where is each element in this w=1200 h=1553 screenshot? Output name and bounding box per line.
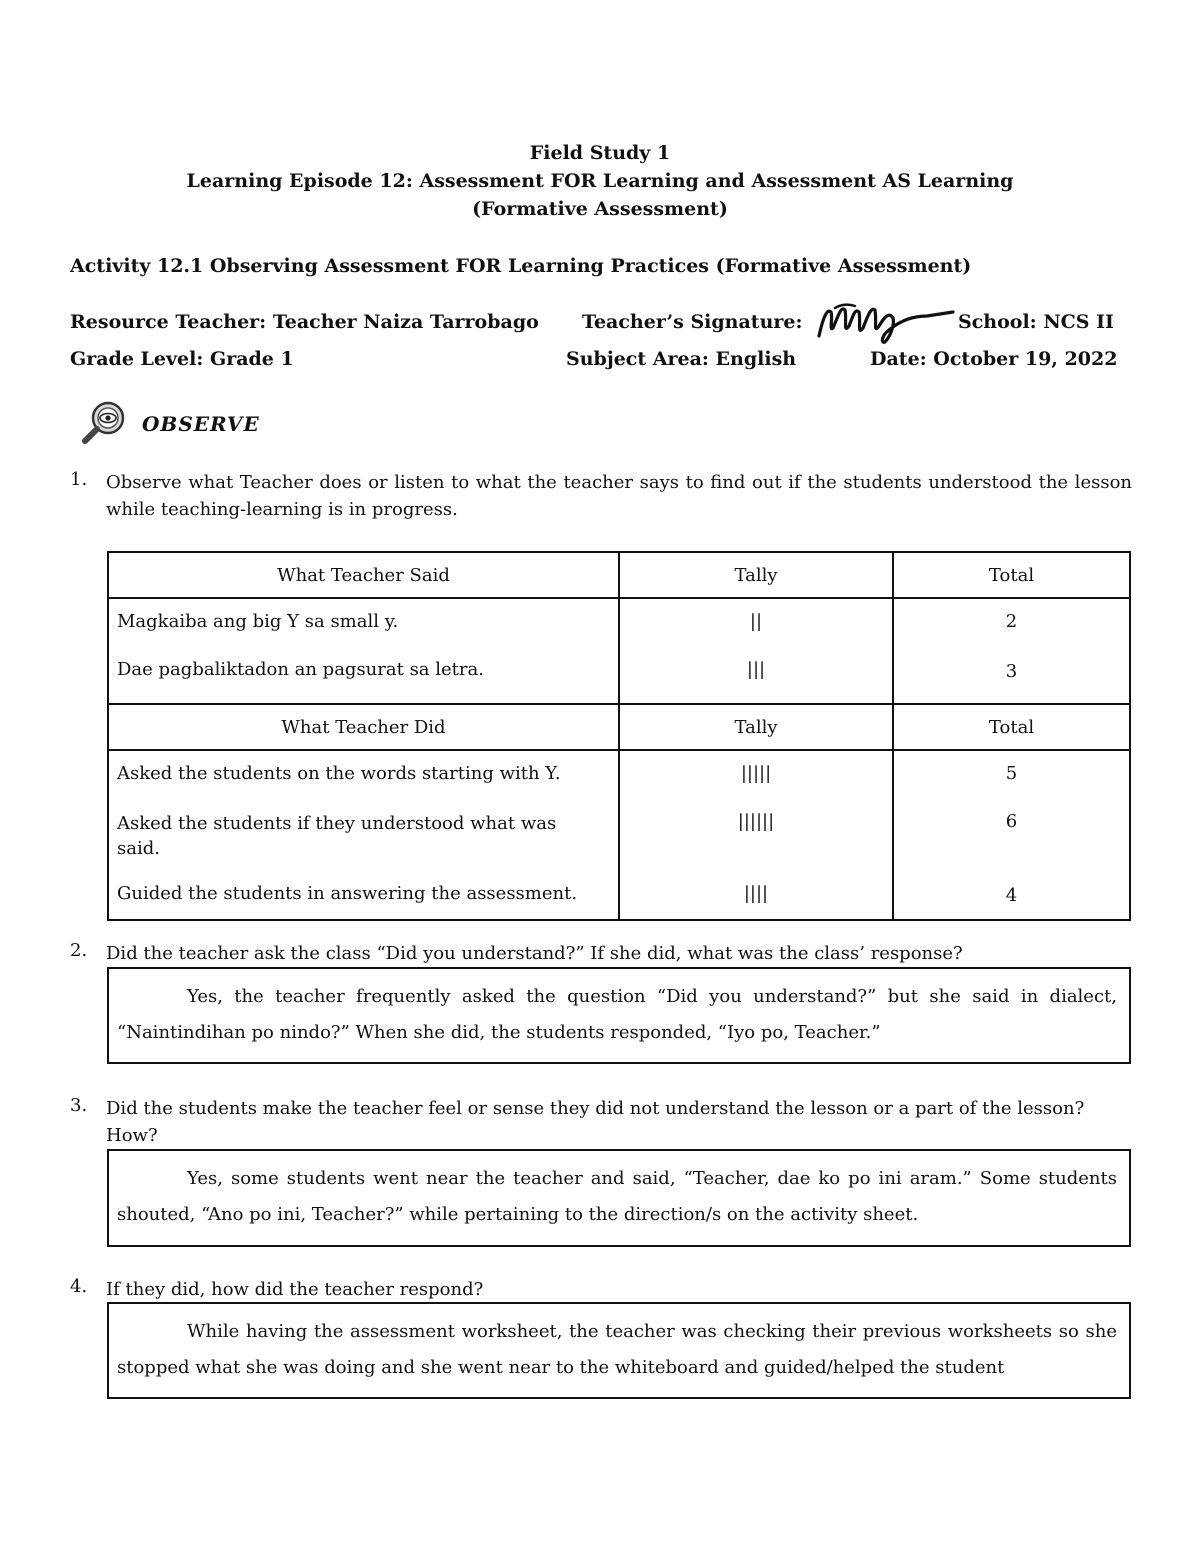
header-cell: What Teacher Did (108, 704, 619, 750)
table-cell: Asked the students if they understood what was said. (117, 813, 557, 859)
answer-3-text: Yes, some students went near the teacher and said, “Teacher, dae ko po ini aram.” Some students shouted, “Ano po ini, Teacher?” while pertaining to the direction/s on the activity sheet. (117, 1168, 1117, 1225)
grade-level (70, 348, 294, 370)
resource-teacher (70, 311, 539, 333)
subject-area (566, 348, 796, 370)
did-totals (893, 750, 1130, 920)
header-cell: Tally (619, 704, 893, 750)
question-4-text: If they did, how did the teacher respond? (106, 1279, 484, 1300)
table-cell: 4 (1005, 885, 1018, 906)
table-cell: |||| (743, 883, 769, 904)
table-cell: Dae pagbaliktadon an pagsurat sa letra. (117, 659, 484, 680)
magnifier-eye-icon (80, 400, 128, 446)
episode-title: Learning Episode 12: Assessment FOR Learning and Assessment AS Learning (186, 170, 1014, 192)
answer-4-text: While having the assessment worksheet, the teacher was checking their previous worksheets so she stopped what she was doing and she went near to the whiteboard and guided/helped the student (117, 1321, 1117, 1378)
school (958, 311, 1114, 333)
header-cell: Tally (619, 552, 893, 598)
table-cell: |||||| (737, 811, 775, 832)
table-cell: ||| (746, 659, 766, 680)
activity-title: Activity 12.1 Observing Assessment FOR Learning Practices (Formative Assessment) (70, 255, 972, 277)
did-tallies (619, 750, 893, 920)
header-cell: Total (893, 704, 1130, 750)
said-tallies (619, 598, 893, 704)
doc-title: Field Study 1 (529, 142, 671, 164)
said-rows (108, 598, 1130, 704)
answer-3-box (107, 1149, 1131, 1247)
question-3-text: Did the students make the teacher feel or sense they did not understand the lesson or a part of the lesson? How? (106, 1098, 1085, 1146)
resource-teacher-label: Resource Teacher: (70, 311, 267, 333)
table-cell: 2 (1005, 611, 1018, 632)
school-value: NCS II (1043, 311, 1114, 333)
date-value: October 19, 2022 (933, 348, 1118, 370)
answer-4-box (107, 1302, 1131, 1399)
answer-2-box (107, 967, 1131, 1064)
subject-label: Subject Area: (566, 348, 709, 370)
table-cell: Magkaiba ang big Y sa small y. (117, 611, 399, 632)
table-cell: || (749, 611, 763, 632)
resource-teacher-value: Teacher Naiza Tarrobago (272, 311, 539, 333)
date (870, 348, 1117, 370)
date-label: Date: (870, 348, 927, 370)
table-cell: 3 (1005, 661, 1018, 682)
question-2-text: Did the teacher ask the class “Did you understand?” If she did, what was the class’ response? (106, 943, 963, 964)
question-1-number: 1. (70, 469, 88, 490)
said-statements (108, 598, 619, 704)
grade-value: Grade 1 (209, 348, 294, 370)
did-statements (108, 750, 619, 920)
school-label: School: (958, 311, 1037, 333)
did-header-row (108, 704, 1130, 750)
header-cell: What Teacher Said (108, 552, 619, 598)
subject-value: English (715, 348, 797, 370)
table-cell: ||||| (740, 763, 772, 784)
table-cell: 5 (1005, 763, 1018, 784)
teacher-signature (815, 298, 955, 346)
header-cell: Total (893, 552, 1130, 598)
table-cell: 6 (1005, 811, 1018, 832)
section-title: OBSERVE (142, 412, 260, 436)
answer-2-text: Yes, the teacher frequently asked the question “Did you understand?” but she said in dialect, “Naintindihan po nindo?” When she did, the students responded, “Iyo po, Teacher.” (117, 986, 1117, 1043)
table-cell: Guided the students in answering the assessment. (117, 883, 578, 904)
question-4-number: 4. (70, 1276, 88, 1297)
did-rows (108, 750, 1130, 920)
signature-label: Teacher’s Signature: (582, 311, 803, 333)
observation-table (107, 551, 1131, 921)
question-2-number: 2. (70, 940, 88, 961)
question-3-number: 3. (70, 1095, 88, 1116)
episode-subtitle: (Formative Assessment) (472, 198, 728, 220)
said-header-row (108, 552, 1130, 598)
grade-label: Grade Level: (70, 348, 204, 370)
question-1-text: Observe what Teacher does or listen to what the teacher says to find out if the students understood the lesson while teaching-learning is in progress. (106, 472, 1132, 520)
said-totals (893, 598, 1130, 704)
table-cell: Asked the students on the words starting with Y. (117, 763, 561, 784)
